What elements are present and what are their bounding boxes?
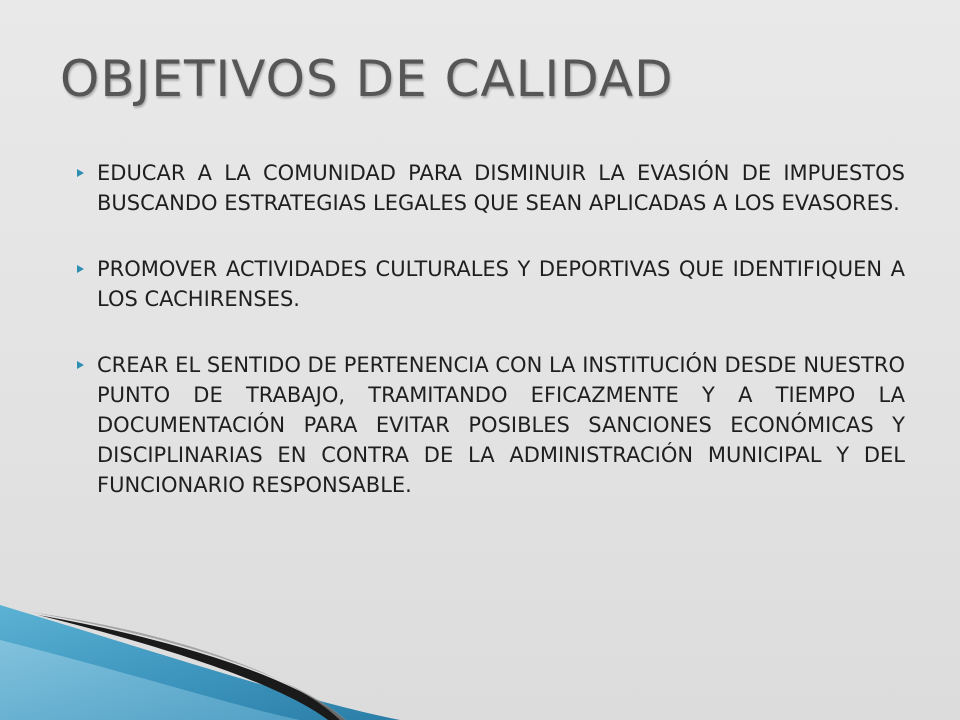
bullet-list (75, 158, 905, 536)
bullet-item (75, 158, 905, 218)
right-triangle-icon (77, 265, 84, 273)
slide-title: OBJETIVOS DE CALIDAD (60, 50, 674, 108)
gray-swoosh-shape (30, 612, 346, 720)
light-wave-shape (0, 640, 300, 720)
bullet-text: PROMOVER ACTIVIDADES CULTURALES Y DEPORTIVAS QUE IDENTIFIQUEN A LOS CACHIRENSES. (97, 257, 905, 311)
bullet-text: CREAR EL SENTIDO DE PERTENENCIA CON LA INSTITUCIÓN DESDE NUESTRO PUNTO DE TRABAJO, TRAMITANDO EFICAZMENTE Y A TIEMPO LA DOCUMENTACIÓN PARA EVITAR POSIBLES SANCIONES ECONÓMICAS Y DISCIPLINARIAS EN CONTRA DE LA ADMINISTRACIÓN MUNICIPAL Y DEL FUNCIONARIO RESPONSABLE. (97, 353, 905, 497)
dark-swoosh-shape (38, 615, 345, 720)
right-triangle-icon (77, 169, 84, 177)
bullet-text: EDUCAR A LA COMUNIDAD PARA DISMINUIR LA EVASIÓN DE IMPUESTOS BUSCANDO ESTRATEGIAS LEGALES QUE SEAN APLICADAS A LOS EVASORES. (97, 161, 905, 215)
right-triangle-icon (77, 361, 84, 369)
bullet-item (75, 350, 905, 500)
blue-wave-shape (0, 605, 400, 720)
bullet-item (75, 254, 905, 314)
